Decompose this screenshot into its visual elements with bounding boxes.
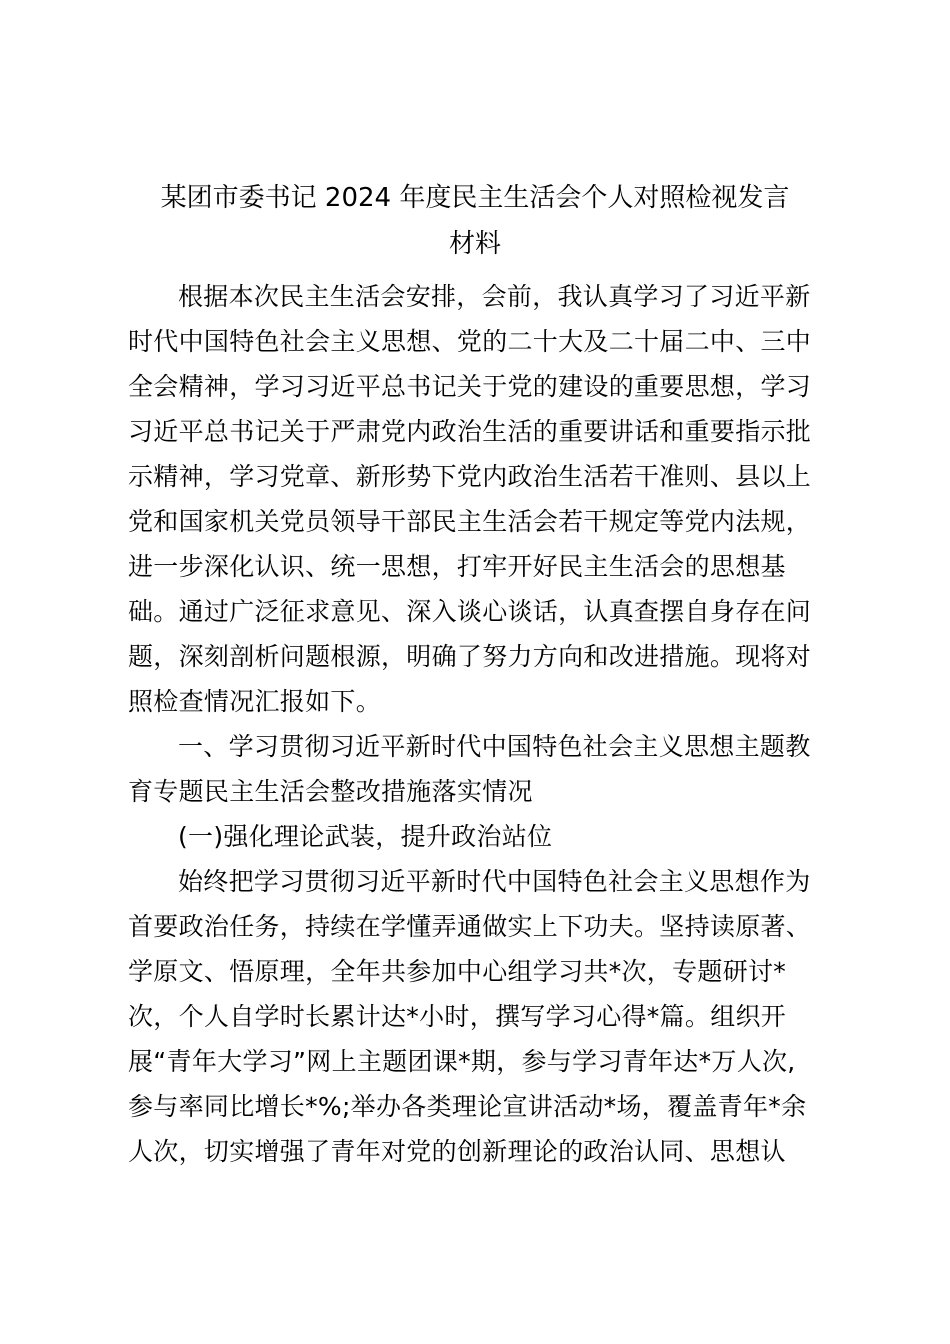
body-line-8: 础。通过广泛征求意见、深入谈心谈话，认真查摆自身存在问 bbox=[128, 597, 812, 626]
section-heading-line-1: 一、学习贯彻习近平新时代中国特色社会主义思想主题教 bbox=[178, 732, 811, 761]
body-line-6: 党和国家机关党员领导干部民主生活会若干规定等党内法规， bbox=[128, 507, 812, 536]
body-line-15: 展“青年大学习”网上主题团课*期，参与学习青年达*万人次, bbox=[128, 1047, 796, 1076]
body-line-7: 进一步深化认识、统一思想，打牢开好民主生活会的思想基 bbox=[128, 552, 786, 581]
body-line-9: 题，深刻剖析问题根源，明确了努力方向和改进措施。现将对 bbox=[128, 642, 812, 671]
body-line-2: 时代中国特色社会主义思想、党的二十大及二十届二中、三中 bbox=[128, 327, 812, 356]
body-line-11: 始终把学习贯彻习近平新时代中国特色社会主义思想作为 bbox=[178, 867, 811, 896]
document-title-line-2: 材料 bbox=[448, 229, 501, 259]
body-line-3: 全会精神，学习习近平总书记关于党的建设的重要思想，学习 bbox=[128, 372, 812, 401]
body-line-14: 次，个人自学时长累计达*小时，撰写学习心得*篇。组织开 bbox=[128, 1002, 787, 1031]
body-line-16: 参与率同比增长*%;举办各类理论宣讲活动*场，覆盖青年*余 bbox=[128, 1092, 807, 1121]
document-title-line-1: 某团市委书记 2024 年度民主生活会个人对照检视发言 bbox=[160, 183, 790, 213]
section-heading-line-2: 育专题民主生活会整改措施落实情况 bbox=[128, 777, 533, 806]
body-line-4: 习近平总书记关于严肃党内政治生活的重要讲话和重要指示批 bbox=[128, 417, 812, 446]
body-line-12: 首要政治任务，持续在学懂弄通做实上下功夫。坚持读原著、 bbox=[128, 912, 812, 941]
body-line-17: 人次，切实增强了青年对党的创新理论的政治认同、思想认 bbox=[128, 1137, 786, 1166]
subsection-heading: (一)强化理论武装，提升政治站位 bbox=[178, 822, 553, 851]
body-line-5: 示精神，学习党章、新形势下党内政治生活若干准则、县以上 bbox=[128, 462, 812, 491]
body-line-13: 学原文、悟原理，全年共参加中心组学习共*次，专题研讨* bbox=[128, 957, 787, 986]
body-line-10: 照检查情况汇报如下。 bbox=[128, 687, 382, 716]
body-line-1: 根据本次民主生活会安排，会前，我认真学习了习近平新 bbox=[178, 282, 811, 311]
